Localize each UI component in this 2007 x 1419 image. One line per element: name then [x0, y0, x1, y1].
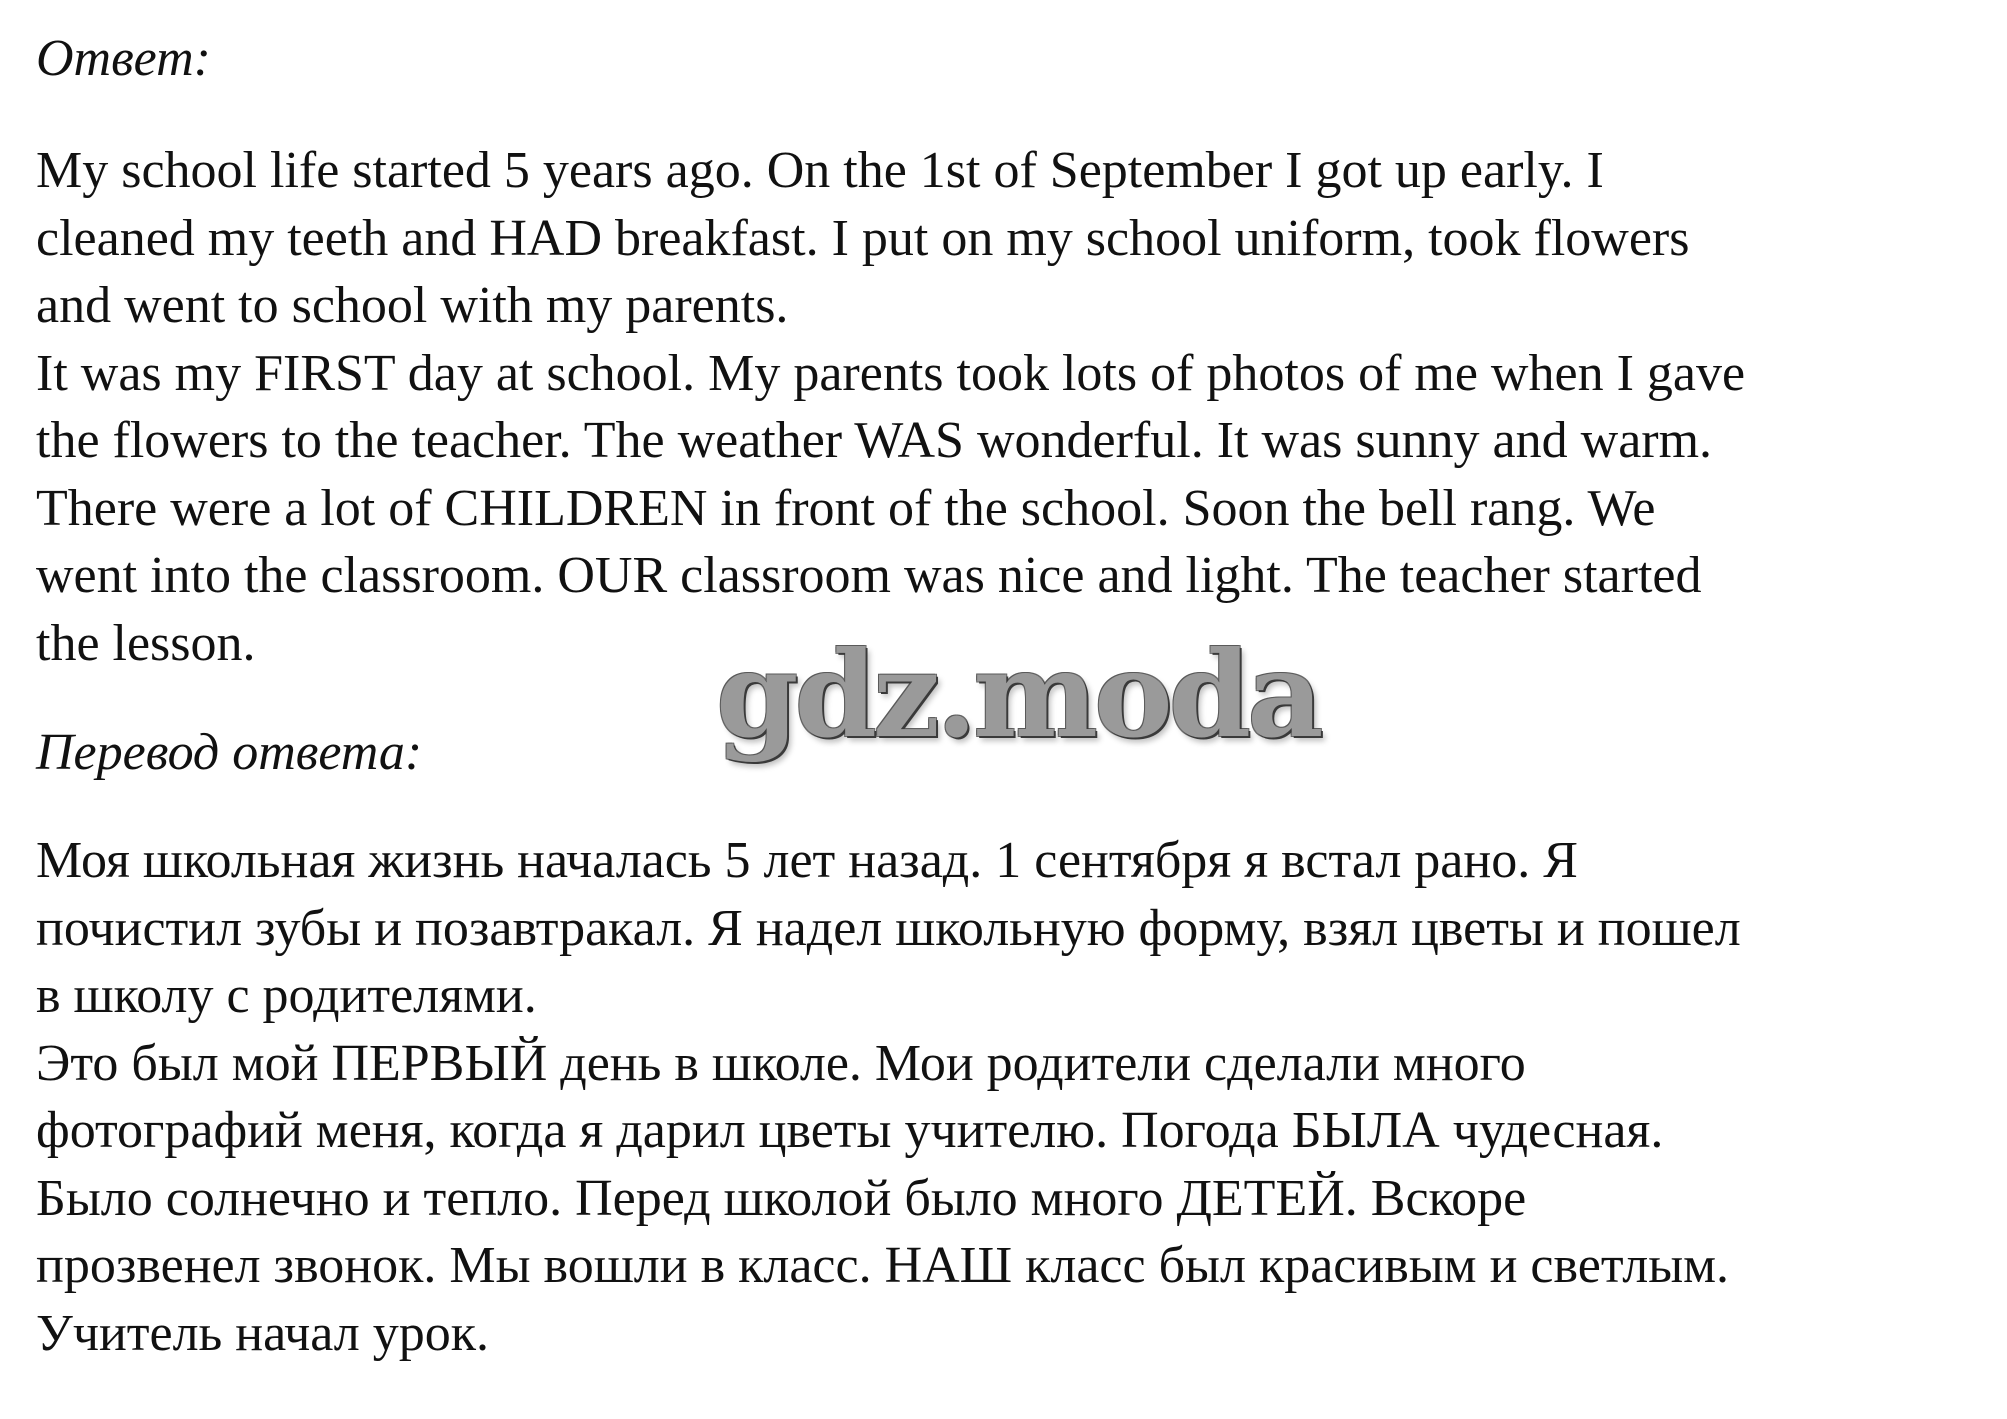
translation-line: Было солнечно и тепло. Перед школой было много ДЕТЕЙ. Вскоре	[36, 1169, 1527, 1227]
translation-line: прозвенел звонок. Мы вошли в класс. НАШ класс был красивым и светлым.	[36, 1237, 1730, 1294]
translation-text	[36, 827, 1986, 1367]
translation-line: почистил зубы и позавтракал. Я надел школьную форму, взял цветы и пошел	[36, 899, 1741, 957]
answer-line: the lesson.	[36, 614, 256, 672]
watermark-logo: gdz.moda	[716, 625, 1320, 764]
answer-line: and went to school with my parents.	[36, 277, 789, 334]
answer-line: My school life started 5 years ago. On the 1st of September I got up early. I	[36, 142, 1604, 199]
translation-line: Учитель начал урок.	[36, 1304, 489, 1362]
answer-line: It was my FIRST day at school. My parents took lots of photos of me when I gave	[36, 344, 1746, 402]
answer-line: went into the classroom. OUR classroom was nice and light. The teacher started	[36, 547, 1702, 604]
translation-line: фотографий меня, когда я дарил цветы учителю. Погода БЫЛА чудесная.	[36, 1102, 1664, 1159]
answer-text	[36, 137, 1986, 677]
translation-heading: Перевод ответа:	[36, 724, 423, 781]
answer-line: There were a lot of CHILDREN in front of the school. Soon the bell rang. We	[36, 479, 1656, 537]
translation-line: в школу с родителями.	[36, 967, 537, 1024]
answer-line: cleaned my teeth and HAD breakfast. I put on my school uniform, took flowers	[36, 209, 1690, 267]
answer-heading: Ответ:	[36, 30, 211, 87]
translation-line: Это был мой ПЕРВЫЙ день в школе. Мои родители сделали много	[36, 1034, 1526, 1092]
translation-line: Моя школьная жизнь началась 5 лет назад. 1 сентября я встал рано. Я	[36, 832, 1578, 889]
answer-line: the flowers to the teacher. The weather WAS wonderful. It was sunny and warm.	[36, 412, 1713, 469]
